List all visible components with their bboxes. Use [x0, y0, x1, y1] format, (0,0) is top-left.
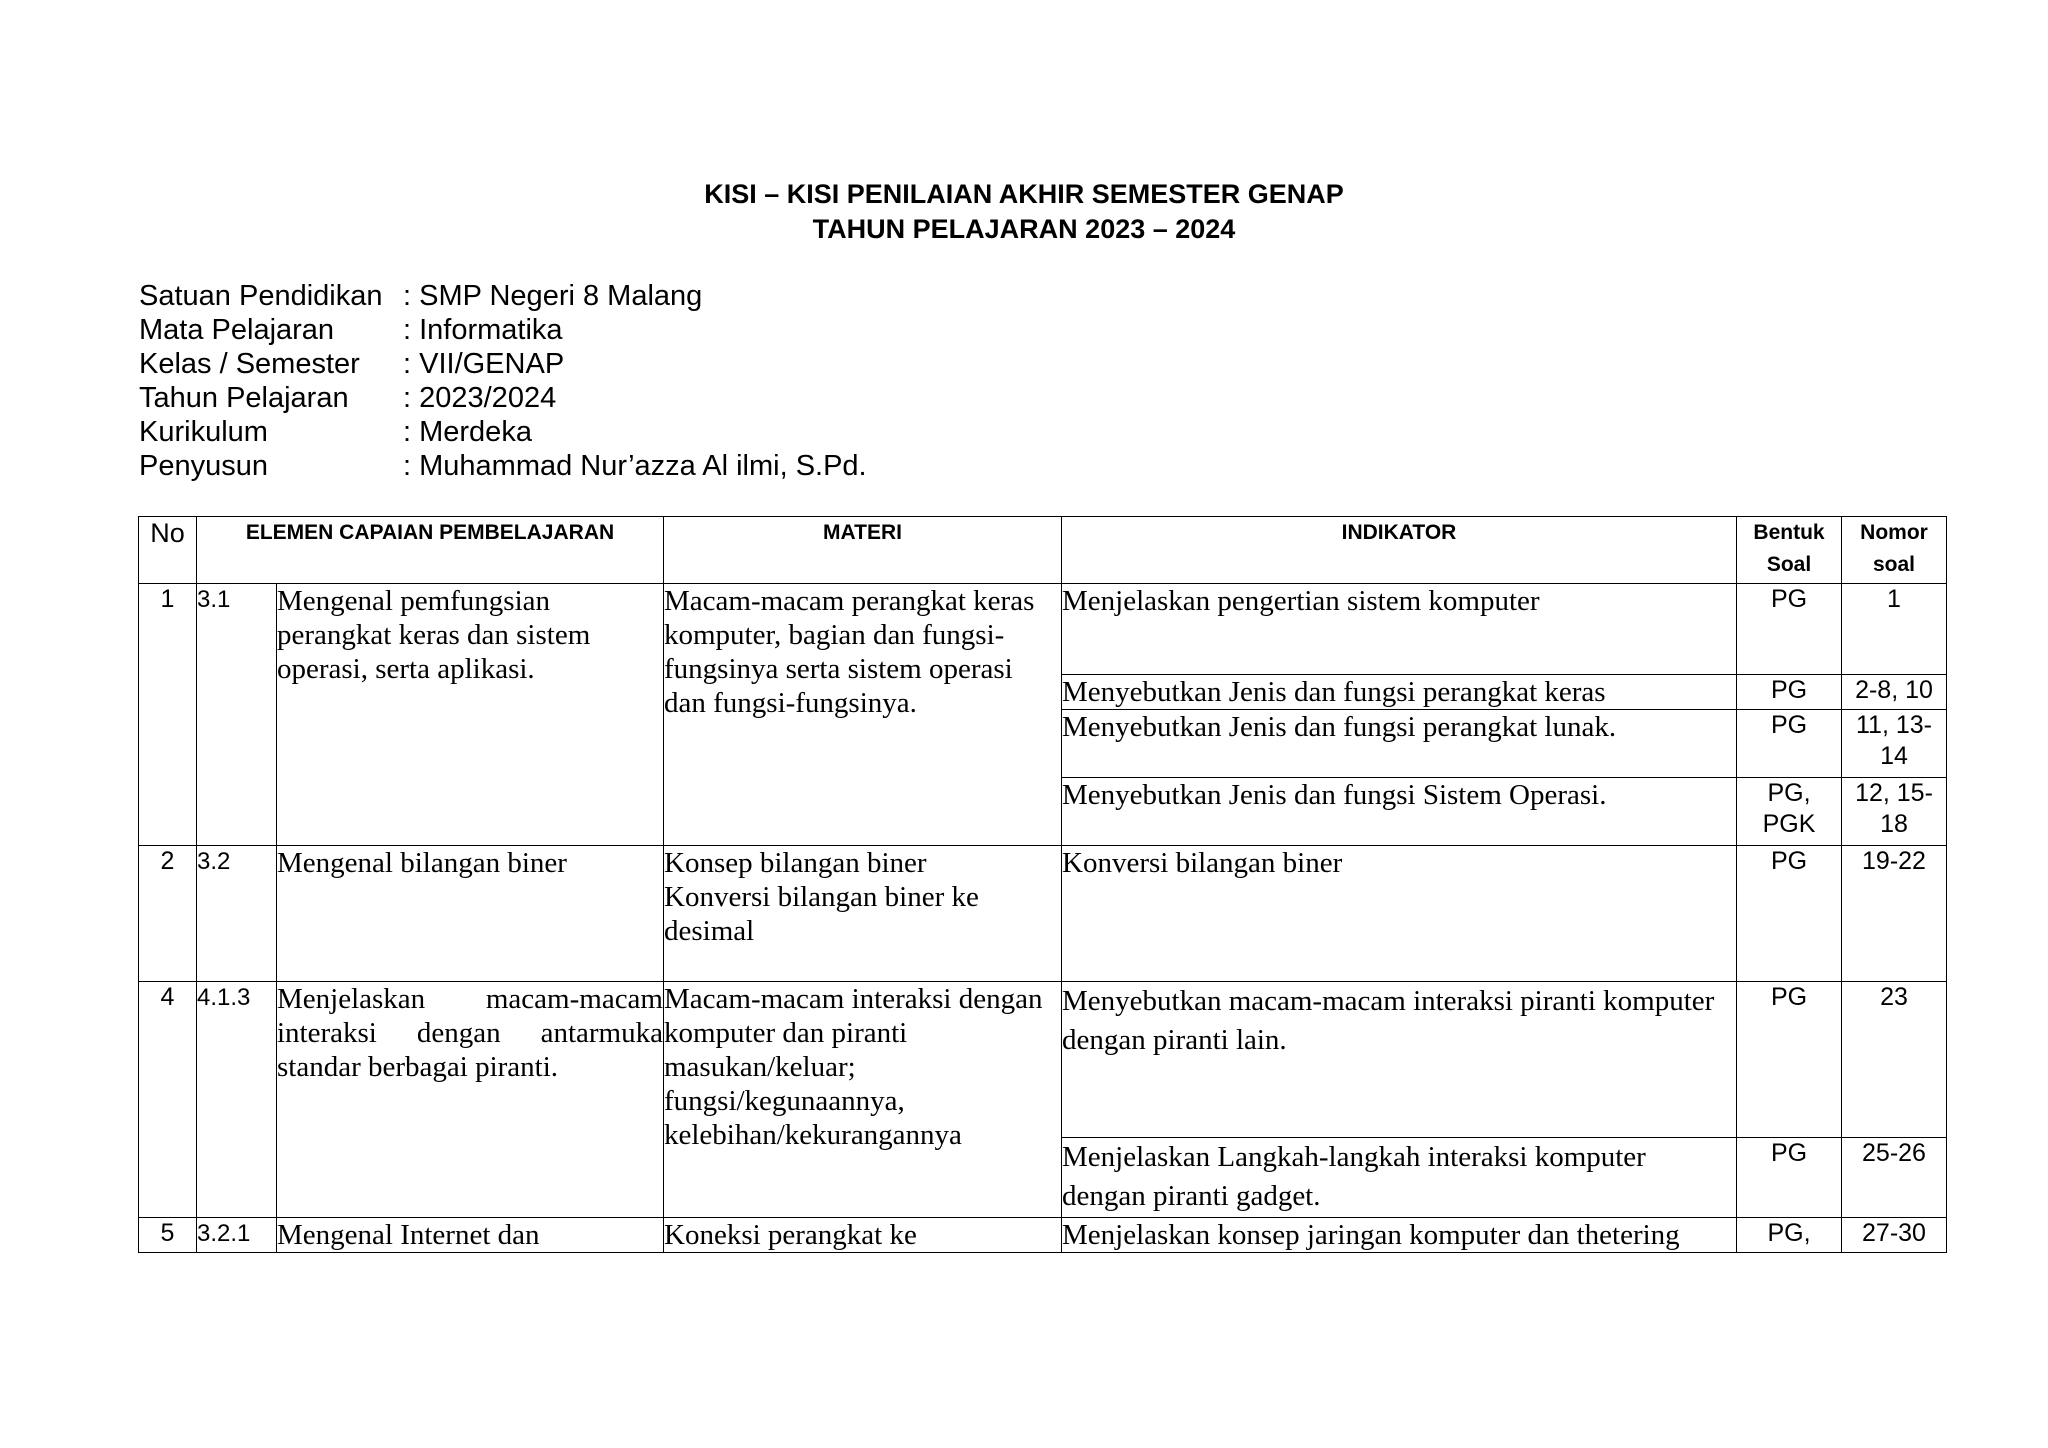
meta-row-tahun — [139, 381, 867, 415]
cell-materi — [664, 846, 1062, 982]
header-bentuk-line1: Bentuk — [1753, 521, 1825, 544]
cell-bentuk-line2: PGK — [1762, 810, 1816, 838]
header-bentuk-soal — [1737, 517, 1842, 584]
cell-materi: Macam-macam interaksi dengan komputer dan piranti masukan/keluar; fungsi/kegunaannya, kelebihan/kekurangannya — [664, 982, 1062, 1218]
header-materi: MATERI — [664, 517, 1062, 584]
table-row — [139, 982, 1947, 1138]
meta-label: Kelas / Semester — [139, 348, 360, 380]
meta-row-satuan — [139, 279, 867, 313]
cell-indikator: Konversi bilangan biner — [1062, 846, 1737, 982]
cell-indikator: Menyebutkan macam-macam interaksi piranti komputer dengan piranti lain. — [1062, 982, 1737, 1138]
cell-bentuk: PG, — [1737, 1218, 1842, 1253]
header-no: No — [139, 517, 197, 584]
meta-row-mapel — [139, 313, 867, 347]
cell-nomor: 19-22 — [1842, 846, 1947, 982]
header-bentuk-line2: Soal — [1766, 553, 1812, 576]
header-nomor-soal — [1842, 517, 1947, 584]
cell-bentuk: PG — [1737, 584, 1842, 675]
meta-value: : Merdeka — [403, 416, 532, 448]
cell-elemen — [277, 982, 664, 1218]
cell-elemen-line2: interaksi dengan antarmuka — [277, 1017, 663, 1049]
header-nomor-line2: soal — [1872, 553, 1916, 576]
cell-nomor — [1842, 778, 1947, 846]
cell-materi: Macam-macam perangkat keras komputer, bagian dan fungsi-fungsinya serta sistem operasi dan fungsi-fungsinya. — [664, 584, 1062, 846]
cell-nomor: 27-30 — [1842, 1218, 1947, 1253]
cell-bentuk-line1: PG, — [1767, 779, 1811, 807]
meta-label: Mata Pelajaran — [139, 314, 335, 346]
cell-elemen-line3: standar berbagai piranti. — [277, 1051, 559, 1083]
meta-value: : Informatika — [403, 314, 563, 346]
cell-nomor-line2: 18 — [1880, 810, 1908, 838]
cell-no: 1 — [139, 584, 197, 846]
table-row — [139, 584, 1947, 675]
cell-materi: Koneksi perangkat ke — [664, 1218, 1062, 1253]
cell-indikator: Menjelaskan konsep jaringan komputer dan thetering — [1062, 1218, 1737, 1253]
cell-elemen-line1: Menjelaskan macam-macam — [277, 983, 663, 1015]
table-row — [139, 846, 1947, 982]
cell-elemen: Mengenal pemfungsian perangkat keras dan sistem operasi, serta aplikasi. — [277, 584, 664, 846]
cell-bentuk: PG — [1737, 846, 1842, 982]
cell-nomor: 25-26 — [1842, 1138, 1947, 1218]
cell-bentuk: PG — [1737, 675, 1842, 710]
cell-no: 2 — [139, 846, 197, 982]
cell-elemen: Mengenal bilangan biner — [277, 846, 664, 982]
cell-no: 5 — [139, 1218, 197, 1253]
meta-value: : 2023/2024 — [403, 382, 557, 414]
table-row — [139, 1218, 1947, 1253]
cell-code: 3.1 — [197, 584, 277, 846]
cell-code: 3.2.1 — [197, 1218, 277, 1253]
cell-code: 3.2 — [197, 846, 277, 982]
meta-label: Satuan Pendidikan — [139, 280, 383, 312]
document-title: KISI – KISI PENILAIAN AKHIR SEMESTER GENAP — [704, 179, 1344, 209]
header-nomor-line1: Nomor — [1860, 521, 1928, 544]
kisi-table — [138, 516, 1947, 1253]
cell-nomor: 1 — [1842, 584, 1947, 675]
cell-indikator: Menyebutkan Jenis dan fungsi perangkat keras — [1062, 675, 1737, 710]
header-elemen: ELEMEN CAPAIAN PEMBELAJARAN — [197, 517, 664, 584]
cell-indikator: Menyebutkan Jenis dan fungsi Sistem Operasi. — [1062, 778, 1737, 846]
meta-value: : VII/GENAP — [403, 348, 565, 380]
cell-indikator: Menjelaskan Langkah-langkah interaksi komputer dengan piranti gadget. — [1062, 1138, 1737, 1218]
header-indikator: INDIKATOR — [1062, 517, 1737, 584]
meta-label: Tahun Pelajaran — [139, 382, 349, 414]
cell-nomor: 2-8, 10 — [1842, 675, 1947, 710]
document-meta — [139, 279, 867, 483]
cell-code: 4.1.3 — [197, 982, 277, 1218]
cell-nomor: 23 — [1842, 982, 1947, 1138]
cell-nomor — [1842, 710, 1947, 778]
cell-indikator: Menjelaskan pengertian sistem komputer — [1062, 584, 1737, 675]
cell-nomor-line1: 12, 15- — [1855, 779, 1933, 807]
document-subtitle: TAHUN PELAJARAN 2023 – 2024 — [812, 214, 1236, 244]
cell-nomor-line1: 11, 13- — [1856, 711, 1932, 739]
meta-value: : Muhammad Nur’azza Al ilmi, S.Pd. — [403, 450, 867, 482]
meta-row-kurikulum — [139, 415, 867, 449]
cell-indikator: Menyebutkan Jenis dan fungsi perangkat lunak. — [1062, 710, 1737, 778]
cell-elemen: Mengenal Internet dan — [277, 1218, 664, 1253]
meta-value: : SMP Negeri 8 Malang — [403, 280, 703, 312]
meta-row-kelas — [139, 347, 867, 381]
cell-bentuk: PG — [1737, 710, 1842, 778]
meta-label: Kurikulum — [139, 416, 268, 448]
meta-label: Penyusun — [139, 450, 268, 482]
cell-bentuk: PG — [1737, 982, 1842, 1138]
meta-row-penyusun — [139, 449, 867, 483]
cell-materi-line2: Konversi bilangan biner ke desimal — [664, 881, 979, 947]
cell-no: 4 — [139, 982, 197, 1218]
cell-nomor-line2: 14 — [1880, 742, 1908, 770]
table-header-row — [139, 517, 1947, 584]
cell-bentuk — [1737, 778, 1842, 846]
cell-materi-line1: Konsep bilangan biner — [664, 847, 927, 879]
cell-bentuk: PG — [1737, 1138, 1842, 1218]
